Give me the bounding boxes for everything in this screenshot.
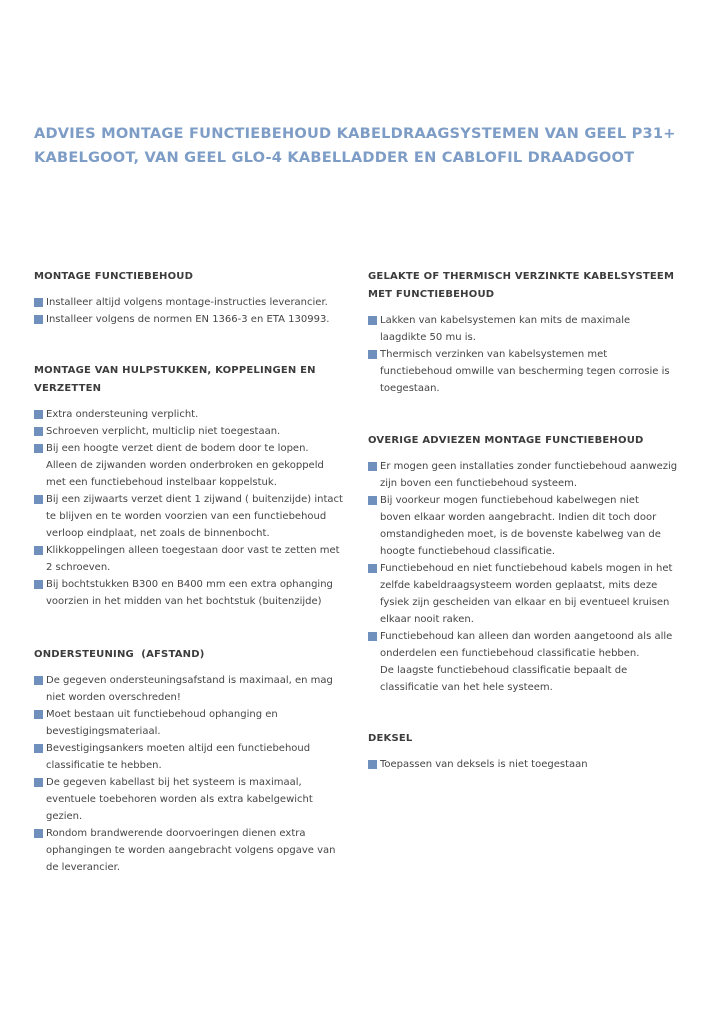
section-ondersteuning bbox=[34, 646, 354, 876]
bullet-item-line: te blijven en te worden voorzien van een functiebehoud bbox=[46, 511, 327, 522]
bullet-list bbox=[368, 756, 690, 773]
bullet-item-line: verloop eindplaat, net zoals de binnenbocht. bbox=[46, 528, 270, 539]
section-heading-line-1: GELAKTE OF THERMISCH VERZINKTE KABELSYSTEEM bbox=[368, 271, 675, 282]
bullet-item-line: Moet bestaan uit functiebehoud ophanging en bbox=[46, 709, 278, 720]
bullet-item-line: Thermisch verzinken van kabelsystemen met bbox=[380, 349, 608, 360]
section-heading-text: OVERIGE ADVIEZEN MONTAGE FUNCTIEBEHOUD bbox=[368, 435, 644, 446]
section-heading bbox=[34, 268, 354, 286]
bullet-item-line: Functiebehoud en niet functiebehoud kabels mogen in het bbox=[380, 563, 673, 574]
bullet-item bbox=[34, 294, 354, 311]
bullet-item bbox=[368, 458, 690, 492]
section-deksel bbox=[368, 730, 690, 773]
section-heading bbox=[34, 646, 354, 664]
bullet-item bbox=[34, 672, 354, 706]
bullet-item-line: Bij een zijwaarts verzet dient 1 zijwand ( buitenzijde) intact bbox=[46, 494, 343, 505]
bullet-item-line: Rondom brandwerende doorvoeringen dienen extra bbox=[46, 828, 306, 839]
bullet-item-line: Bevestigingsankers moeten altijd een functiebehoud bbox=[46, 743, 311, 754]
bullet-item-line: eventuele toebehoren worden als extra kabelgewicht bbox=[46, 794, 313, 805]
bullet-list bbox=[368, 312, 690, 397]
section-heading bbox=[368, 268, 690, 304]
bullet-list bbox=[368, 458, 690, 696]
bullet-item-line: met een functiebehoud instelbaar koppelstuk. bbox=[46, 477, 277, 488]
bullet-item-line: classificatie van het hele systeem. bbox=[380, 682, 553, 693]
bullet-item bbox=[368, 628, 690, 696]
bullet-item-line: ophangingen te worden aangebracht volgens opgave van bbox=[46, 845, 336, 856]
bullet-item-line: 2 schroeven. bbox=[46, 562, 111, 573]
bullet-item-line: niet worden overschreden! bbox=[46, 692, 181, 703]
bullet-item bbox=[368, 346, 690, 397]
bullet-item bbox=[34, 576, 354, 610]
bullet-item bbox=[368, 560, 690, 628]
bullet-item bbox=[34, 491, 354, 542]
bullet-item-line: Klikkoppelingen alleen toegestaan door vast te zetten met bbox=[46, 545, 340, 556]
bullet-item bbox=[34, 825, 354, 876]
bullet-item-line: laagdikte 50 mu is. bbox=[380, 332, 476, 343]
section-heading-text: DEKSEL bbox=[368, 733, 413, 744]
bullet-item-line: zelfde kabeldraagsysteem worden geplaatst, mits deze bbox=[380, 580, 658, 591]
section-gelakte-verzinkte bbox=[368, 268, 690, 397]
bullet-item-line: onderdelen een functiebehoud classificatie hebben. bbox=[380, 648, 640, 659]
bullet-item-line: functiebehoud omwille van bescherming tegen corrosie is bbox=[380, 366, 670, 377]
bullet-item-line: toegestaan. bbox=[380, 383, 440, 394]
page-title bbox=[34, 122, 694, 170]
bullet-item-line: fysiek zijn gescheiden van elkaar en bij eventueel kruisen bbox=[380, 597, 670, 608]
bullet-item bbox=[368, 312, 690, 346]
bullet-item bbox=[34, 423, 354, 440]
bullet-list bbox=[34, 672, 354, 876]
bullet-item bbox=[34, 311, 354, 328]
section-heading bbox=[368, 730, 690, 748]
section-heading-line-1: MONTAGE VAN HULPSTUKKEN, KOPPELINGEN EN bbox=[34, 365, 316, 376]
bullet-item-line: Bij een hoogte verzet dient de bodem door te lopen. bbox=[46, 443, 309, 454]
bullet-item-line: bevestigingsmateriaal. bbox=[46, 726, 161, 737]
bullet-item-line: Schroeven verplicht, multiclip niet toegestaan. bbox=[46, 426, 281, 437]
bullet-item-line: gezien. bbox=[46, 811, 83, 822]
section-hulpstukken bbox=[34, 362, 354, 610]
bullet-item bbox=[368, 756, 690, 773]
section-heading bbox=[34, 362, 354, 398]
bullet-item bbox=[34, 706, 354, 740]
left-column bbox=[34, 268, 354, 876]
bullet-item-line: De laagste functiebehoud classificatie bepaalt de bbox=[380, 665, 628, 676]
bullet-item-line: Functiebehoud kan alleen dan worden aangetoond als alle bbox=[380, 631, 673, 642]
section-heading-text: MONTAGE FUNCTIEBEHOUD bbox=[34, 271, 194, 282]
bullet-item-line: Toepassen van deksels is niet toegestaan bbox=[380, 759, 588, 770]
bullet-item-line: De gegeven kabellast bij het systeem is maximaal, bbox=[46, 777, 302, 788]
bullet-item-line: de leverancier. bbox=[46, 862, 121, 873]
bullet-list bbox=[34, 294, 354, 328]
page-title-line-2: KABELGOOT, VAN GEEL GLO-4 KABELLADDER EN CABLOFIL DRAADGOOT bbox=[34, 149, 635, 166]
bullet-item-line: Er mogen geen installaties zonder functiebehoud aanwezig bbox=[380, 461, 678, 472]
bullet-item-line: Bij bochtstukken B300 en B400 mm een extra ophanging bbox=[46, 579, 333, 590]
bullet-list bbox=[34, 406, 354, 610]
bullet-item-line: Lakken van kabelsystemen kan mits de maximale bbox=[380, 315, 631, 326]
bullet-item bbox=[34, 440, 354, 491]
bullet-item-line: Alleen de zijwanden worden onderbroken en gekoppeld bbox=[46, 460, 324, 471]
bullet-item-line: Installeer volgens de normen EN 1366-3 en ETA 130993. bbox=[46, 314, 330, 325]
bullet-item-line: boven elkaar worden aangebracht. Indien dit toch door bbox=[380, 512, 657, 523]
bullet-item-line: classificatie te hebben. bbox=[46, 760, 162, 771]
section-heading-line-2: VERZETTEN bbox=[34, 383, 102, 394]
bullet-item-line: Extra ondersteuning verplicht. bbox=[46, 409, 199, 420]
bullet-item-line: zijn boven een functiebehoud systeem. bbox=[380, 478, 578, 489]
bullet-item-line: omstandigheden moet, is de bovenste kabelweg van de bbox=[380, 529, 661, 540]
bullet-item-line: voorzien in het midden van het bochtstuk (buitenzijde) bbox=[46, 596, 322, 607]
bullet-item-line: hoogte functiebehoud classificatie. bbox=[380, 546, 556, 557]
section-overige-adviezen bbox=[368, 432, 690, 696]
section-heading-line-2: MET FUNCTIEBEHOUD bbox=[368, 289, 495, 300]
bullet-item-line: elkaar nooit raken. bbox=[380, 614, 474, 625]
bullet-item bbox=[34, 406, 354, 423]
section-montage-functiebehoud bbox=[34, 268, 354, 328]
bullet-item bbox=[34, 542, 354, 576]
bullet-item-line: De gegeven ondersteuningsafstand is maximaal, en mag bbox=[46, 675, 333, 686]
section-heading bbox=[368, 432, 690, 450]
bullet-item-line: Bij voorkeur mogen functiebehoud kabelwegen niet bbox=[380, 495, 639, 506]
section-heading-text: ONDERSTEUNING (AFSTAND) bbox=[34, 649, 205, 660]
bullet-item bbox=[34, 740, 354, 774]
bullet-item-line: Installeer altijd volgens montage-instructies leverancier. bbox=[46, 297, 328, 308]
right-column bbox=[368, 268, 690, 773]
bullet-item bbox=[34, 774, 354, 825]
bullet-item bbox=[368, 492, 690, 560]
page-title-line-1: ADVIES MONTAGE FUNCTIEBEHOUD KABELDRAAGSYSTEMEN VAN GEEL P31+ bbox=[34, 125, 676, 142]
